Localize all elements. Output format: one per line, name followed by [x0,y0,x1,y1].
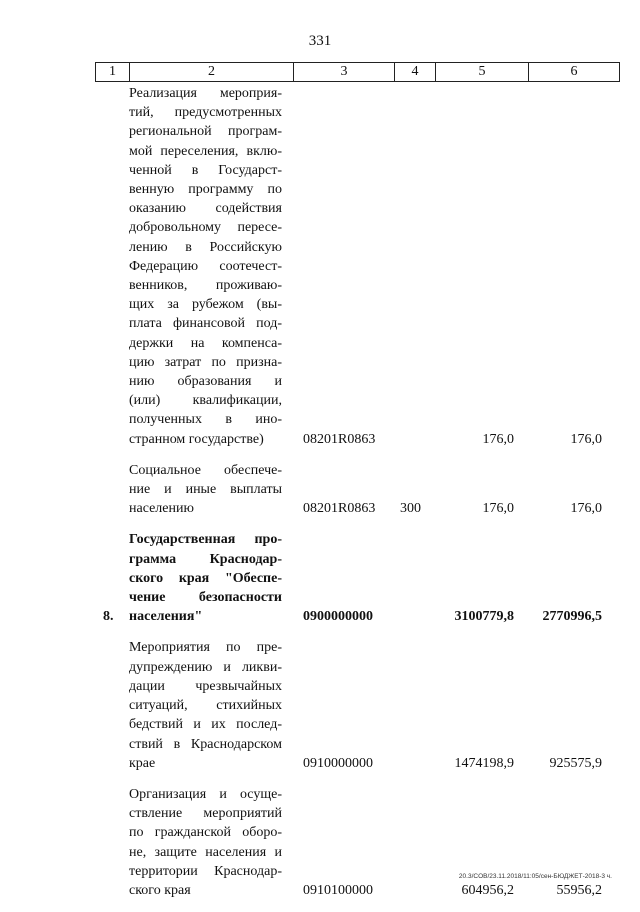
description-line: Федерацию соотечест- [129,258,282,274]
column-header-6: 6 [528,63,619,81]
description-line: ситуаций, стихийных [129,698,282,714]
description-line: крае [129,755,156,771]
description-line: мой переселения, вклю- [129,143,282,159]
description-line: венную программу по [129,182,282,198]
description-line: Организация и осуще- [129,786,282,802]
description-line: бедствий и их послед- [129,717,282,733]
row-value-col5: 176,0 [482,431,514,447]
row-value-col6: 2770996,5 [542,609,602,625]
table-row [0,530,640,626]
row-code: 0910100000 [303,883,373,899]
description-line: не, защите населения и [129,844,282,860]
column-header-5: 5 [435,63,528,81]
row-description [129,530,282,626]
description-line: населения" [129,609,203,625]
page-number: 331 [308,33,332,49]
column-header-2: 2 [129,63,293,81]
table-header [95,62,620,82]
description-line: венников, проживаю- [129,278,282,294]
description-line: грамма Краснодар- [129,551,282,567]
description-line: Социальное обеспече- [129,462,282,478]
description-line: Государственная про- [129,532,282,548]
description-line: плата финансовой под- [129,316,282,332]
description-line: дупреждению и ликви- [129,659,282,675]
description-line: населению [129,501,194,517]
description-line: добровольному пересе- [129,220,282,236]
row-value-col6: 55956,2 [556,883,602,899]
row-code: 0910000000 [303,755,373,771]
row-value-col5: 1474198,9 [454,755,514,771]
column-header-1: 1 [109,64,116,79]
row-code: 0900000000 [303,609,373,625]
table-body [0,84,640,912]
description-line: территории Краснодар- [129,863,282,879]
row-value-col6: 176,0 [570,501,602,517]
description-line: тий, предусмотренных [129,105,282,121]
description-line: ние и иные выплаты [129,482,282,498]
description-line: чение безопасности [129,590,282,606]
description-line: региональной програм- [129,124,282,140]
description-line: ского края "Обеспе- [129,570,282,586]
description-line: лению в Российскую [129,239,282,255]
table-row [0,638,640,772]
row-code: 08201R0863 [303,501,376,517]
description-line: (или) квалификации, [129,393,282,409]
row-description [129,84,282,449]
row-value-col5: 176,0 [482,501,514,517]
description-line: ского края [129,882,191,898]
description-line: полученных в ино- [129,412,282,428]
document-footer: 20.3/COB/23.11.2018/11:05/сен-БЮДЖЕТ-2018-3 ч. [458,873,612,880]
description-line: ченной в Государст- [129,162,282,178]
description-line: оказанию содействия [129,201,282,217]
row-value-col5: 604956,2 [461,883,514,899]
description-line: Реализация мероприя- [129,86,282,101]
description-line: ствий в Краснодарском [129,736,282,752]
row-description [129,785,282,900]
row-value-col5: 3100779,8 [454,609,514,625]
row-number: 8. [103,609,114,625]
table-row [0,461,640,519]
description-line: странном государстве) [129,431,264,447]
description-line: цию затрат по призна- [129,354,282,370]
column-header-4: 4 [394,63,435,81]
description-line: дации чрезвычайных [129,678,282,694]
row-description [129,638,282,772]
description-line: Мероприятия по пре- [129,640,282,656]
row-expense-type: 300 [400,501,421,517]
description-line: по гражданской оборо- [129,825,282,841]
description-line: ствление мероприятий [129,806,282,822]
description-line: держки на компенса- [129,335,282,351]
row-value-col6: 176,0 [570,431,602,447]
table-row [0,785,640,900]
row-description [129,461,282,519]
row-code: 08201R0863 [303,431,376,447]
description-line: щих за рубежом (вы- [129,297,282,313]
column-header-3: 3 [293,63,394,81]
description-line: нию образования и [129,374,282,390]
table-row [0,84,640,449]
row-value-col6: 925575,9 [549,755,602,771]
